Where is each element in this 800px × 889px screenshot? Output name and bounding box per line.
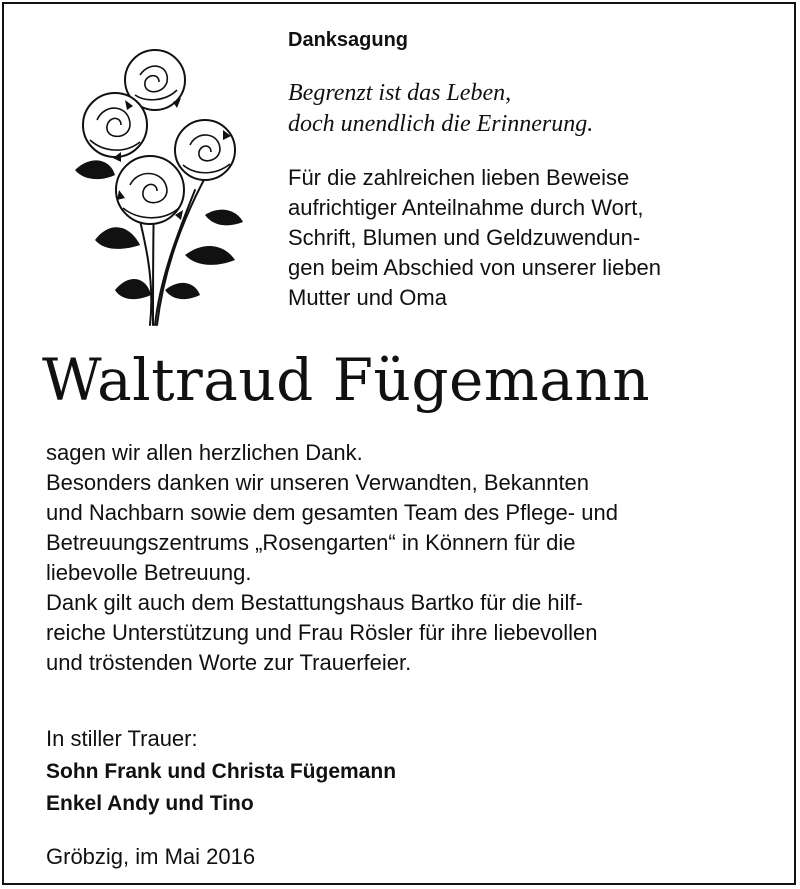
body-line: und tröstenden Worte zur Trauerfeier. [46, 650, 412, 675]
signatory-line: Sohn Frank und Christa Fügemann [46, 760, 397, 783]
body-line: reiche Unterstützung und Frau Rösler für ihre liebevollen [46, 620, 598, 645]
intro-line: Schrift, Blumen und Geldzuwendun- [288, 225, 641, 250]
body-line: Betreuungszentrums „Rosengarten“ in Könnern für die [46, 530, 576, 555]
intro-line: aufrichtiger Anteilnahme durch Wort, [288, 195, 644, 220]
body-line: sagen wir allen herzlichen Dank. [46, 440, 363, 465]
body-line: liebevolle Betreuung. [46, 560, 252, 585]
motto-line: doch unendlich die Erinnerung. [288, 111, 594, 137]
mourning-label: In stiller Trauer: [46, 726, 198, 751]
intro-line: gen beim Abschied von unserer lieben [288, 255, 662, 280]
intro-line: Mutter und Oma [288, 285, 447, 310]
notice-heading: Danksagung [288, 29, 409, 51]
roses-illustration [55, 40, 255, 330]
motto-quote [288, 78, 593, 140]
thanks-paragraph [46, 438, 618, 678]
body-line: und Nachbarn sowie dem gesamten Team des Pflege- und [46, 500, 618, 525]
deceased-name: Waltraud Fügemann [42, 346, 651, 414]
signatories [46, 756, 396, 820]
place-date: Gröbzig, im Mai 2016 [46, 844, 256, 869]
intro-paragraph [288, 163, 661, 313]
signatory-line: Enkel Andy und Tino [46, 792, 254, 815]
motto-line: Begrenzt ist das Leben, [288, 80, 512, 106]
intro-line: Für die zahlreichen lieben Beweise [288, 165, 630, 190]
body-line: Besonders danken wir unseren Verwandten, Bekannten [46, 470, 590, 495]
body-line: Dank gilt auch dem Bestattungshaus Bartko für die hilf- [46, 590, 583, 615]
